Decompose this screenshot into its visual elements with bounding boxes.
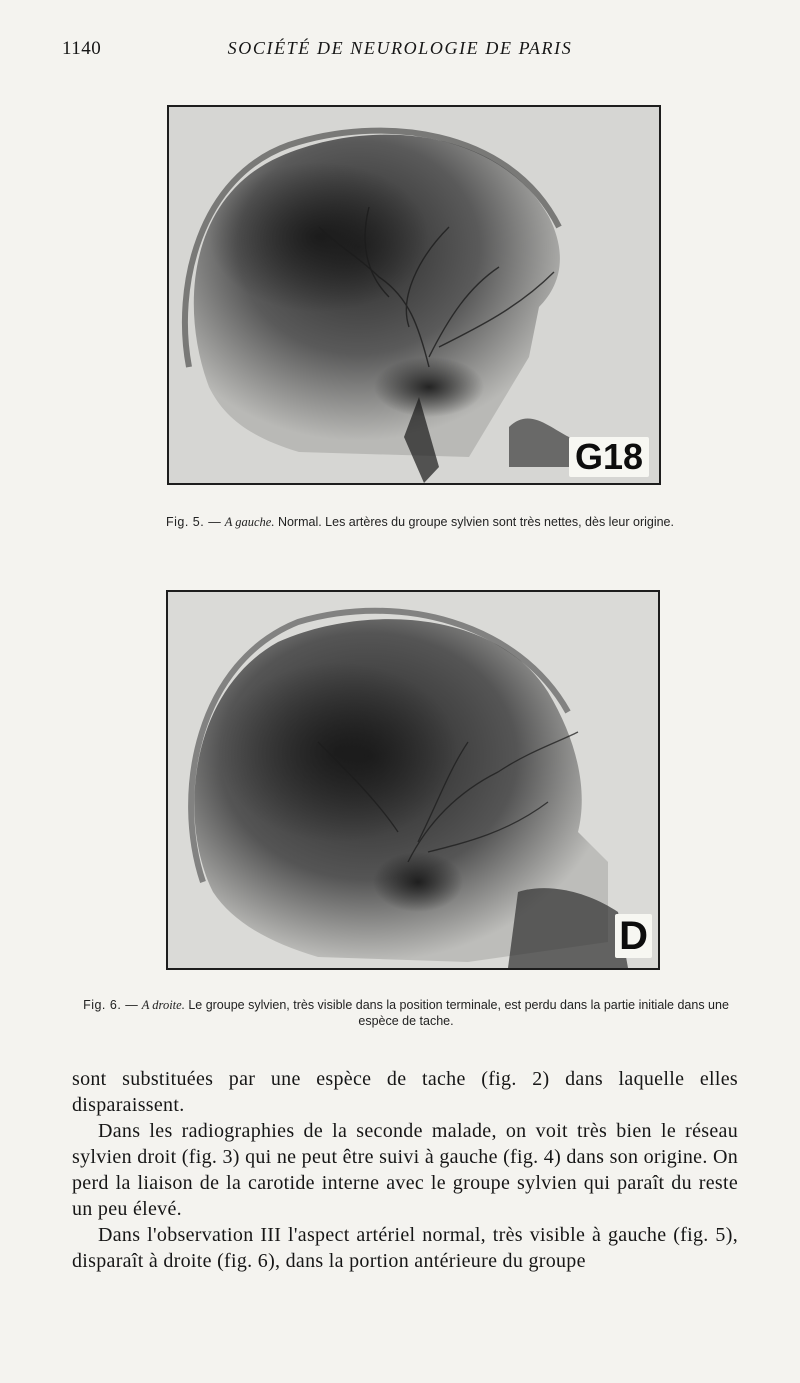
skull-radiograph-right-image [168,592,658,968]
figure-6-caption [72,997,740,1029]
paragraph-2: Dans les radiographies de la seconde malade, on voit très bien le réseau sylvien droit (fig. 3) qui ne peut être suivi à gauche (fig. 4) dans son origine. On perd la liaison de la carotide interne avec le groupe sylvien qui paraît du reste un peu élevé. [72,1120,738,1220]
figure-6-label: Fig. 6. — [83,998,139,1012]
paragraph-1: sont substituées par une espèce de tache (fig. 2) dans laquelle elles disparaissent. [72,1068,738,1116]
figure-5-caption [110,514,730,530]
figure-6-marker: D [615,914,652,958]
figure-6-caption-text: Le groupe sylvien, très visible dans la position terminale, est perdu dans la partie initiale dans une espèce de tache. [188,998,729,1028]
figure-5-radiograph [167,105,661,485]
figure-5-marker: G18 [569,437,649,477]
paragraph-3: Dans l'observation III l'aspect artériel normal, très visible à gauche (fig. 5), disparaît à droite (fig. 6), dans la portion antérieure du groupe [72,1224,738,1272]
figure-5-label: Fig. 5. — [166,515,222,529]
figure-6-radiograph [166,590,660,970]
page-header [62,38,738,62]
figure-6-side: A droite. [141,998,185,1012]
body-text [72,1066,738,1274]
running-head: SOCIÉTÉ DE NEUROLOGIE DE PARIS [227,38,573,58]
figure-5-side: A gauche. [224,515,275,529]
figure-5-caption-text: Normal. Les artères du groupe sylvien sont très nettes, dès leur origine. [277,515,674,529]
page-number: 1140 [62,38,102,59]
skull-radiograph-left-image [169,107,659,483]
